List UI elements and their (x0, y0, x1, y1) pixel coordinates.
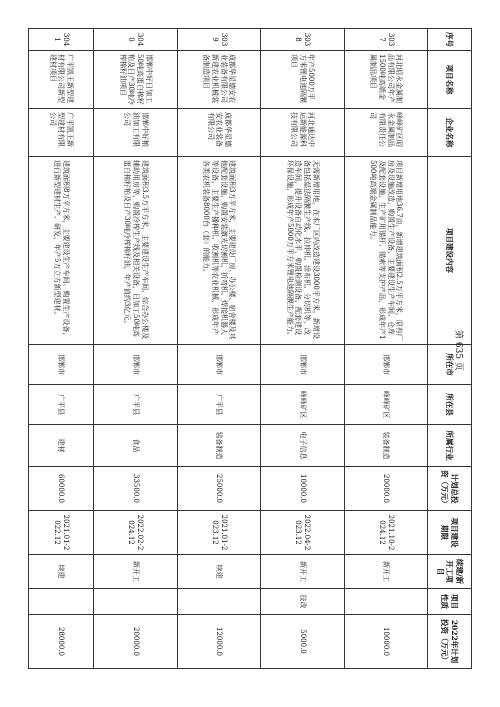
header-project-name: 项目名称 (428, 51, 472, 109)
cell-county: 广平县 (29, 385, 94, 425)
cell-construction-period: 2021.10-2024.12 (344, 511, 427, 555)
cell-total-investment: 60000.0 (29, 467, 94, 511)
cell-plan-2022: 12000.0 (177, 615, 260, 669)
header-construction-type: 续建/新开工项目 (428, 555, 472, 589)
cell-industry: 建材 (29, 425, 94, 467)
cell-content: 项目新增用地36.7亩，新增建筑面积2.5万平方米，原有厂房及设施改造，购置生产设备，主要建设生产车间、仓库及配套设施，生产矿用锚杆、锚索等支护产品，形成年产1500吨高端金属制品能力。 (344, 157, 427, 345)
cell-total-investment: 10000.0 (261, 467, 344, 511)
cell-construction-type: 新开工 (344, 555, 427, 589)
cell-city: 邯郸市 (261, 345, 344, 385)
cell-project-name: 年产5000万平方米锂电池隔膜项目 (261, 51, 344, 109)
page-number: 第 635 页 (453, 330, 463, 371)
table-row (177, 29, 260, 669)
cell-total-investment: 33500.0 (94, 467, 177, 511)
cell-content: 建筑面积3.5万平方米，主要建设生产车间、综合办公楼及辅助用房等，购置冷榨生产线及相关设备，日加工50吨高蛋白棉籽粕及日产30吨冷榨棉籽油，年产值约3亿元。 (94, 157, 177, 345)
cell-nature (29, 589, 94, 615)
cell-construction-type: 新开工 (94, 555, 177, 589)
cell-plan-2022: 5000.0 (261, 615, 344, 669)
cell-nature (94, 589, 177, 615)
project-table (28, 28, 472, 669)
cell-city: 邯郸市 (344, 345, 427, 385)
cell-project-name: 成都华星德安农业装备有限公司新建农业机械装备制造项目 (177, 51, 260, 109)
cell-project-name: 广平凯王新型建材有限公司新型建材项目 (29, 51, 94, 109)
cell-content: 建筑面积3万平方米，主要建设厂房、办公楼、宿舍楼及其他配套设施，购置安装激光切割机、折弯机、焊接机器人等设备，主要生产播种机、收割机等农业机械，形成年产各类农机装备8000台（套）的能力。 (177, 157, 260, 345)
header-city: 所在市 (428, 345, 472, 385)
cell-construction-period: 2021.01-2022.12 (29, 511, 94, 555)
cell-city: 邯郸市 (29, 345, 94, 385)
table-row (261, 29, 344, 669)
table-row (344, 29, 427, 669)
header-construction-period: 项目建设期限 (428, 511, 472, 555)
cell-city: 邯郸市 (177, 345, 260, 385)
header-total-investment: 计划总投资（万元） (428, 467, 472, 511)
cell-content: 无需新增用地，在本厂区内改造建设3000平方米，新增设备包括湿法隔膜生产线、拉伸机、涂布机、分切机等，改造车间，提升设备自动化水平，购置检测设备，配套建设环保设施，形成年产5000万平方米锂电池隔膜生产能力。 (261, 157, 344, 345)
header-county: 所在县 (428, 385, 472, 425)
cell-county: 峰峰矿区 (344, 385, 427, 425)
cell-plan-2022: 28000.0 (29, 615, 94, 669)
cell-seq: 3038 (261, 29, 344, 51)
document-page (28, 28, 472, 668)
cell-company-name: 广平凯王新型建材有限公司 (29, 109, 94, 157)
cell-construction-period: 2022.04-2023.12 (261, 511, 344, 555)
cell-company-name: 峰峰矿区昭永金属制品有限责任公司 (344, 109, 427, 157)
cell-industry: 装备制造 (177, 425, 260, 467)
cell-nature (344, 589, 427, 615)
cell-content: 建筑面积8万平方米，主要建设生产车间、购置生产设备，进行新型建材生产、研发，年产5万立方新型建材。 (29, 157, 94, 345)
cell-seq: 3040 (94, 29, 177, 51)
cell-nature (177, 589, 260, 615)
cell-company-name: 邯郸中好粮油加工有限公司 (94, 109, 177, 157)
cell-construction-type: 续建 (29, 555, 94, 589)
rotated-table-container (28, 28, 472, 668)
cell-industry: 装备制造 (344, 425, 427, 467)
header-content: 项目建设内容 (428, 157, 472, 345)
cell-seq: 3037 (344, 29, 427, 51)
header-nature: 项目性质 (428, 589, 472, 615)
table-row (29, 29, 94, 669)
cell-seq: 3039 (177, 29, 260, 51)
cell-industry: 食品 (94, 425, 177, 467)
cell-project-name: 邯郸中好日加工50吨高蛋白棉籽粕及日产30吨冷榨棉籽油项目 (94, 51, 177, 109)
cell-construction-period: 2022.02-2024.12 (94, 511, 177, 555)
header-industry: 所属行业 (428, 425, 472, 467)
cell-company-name: 河北通达中运新能源科技有限公司 (261, 109, 344, 157)
cell-plan-2022: 10000.0 (344, 615, 427, 669)
cell-construction-type: 续建 (177, 555, 260, 589)
header-seq: 序号 (428, 29, 472, 51)
cell-industry: 电子信息 (261, 425, 344, 467)
cell-seq: 3041 (29, 29, 94, 51)
cell-company-name: 成都华星德安农业装备有限公司 (177, 109, 260, 157)
cell-total-investment: 25000.0 (177, 467, 260, 511)
cell-construction-period: 2021.01-2023.12 (177, 511, 260, 555)
table-row (94, 29, 177, 669)
cell-county: 峰峰矿区 (261, 385, 344, 425)
header-plan-2022: 2022年计划投资（万元） (428, 615, 472, 669)
cell-construction-type: 新开工 (261, 555, 344, 589)
header-company-name: 企业名称 (428, 109, 472, 157)
cell-county: 广平县 (177, 385, 260, 425)
cell-city: 邯郸市 (94, 345, 177, 385)
cell-project-name: 河北昭永金属制品有限公司年产1500吨高端金属制品项目 (344, 51, 427, 109)
cell-total-investment: 20000.0 (344, 467, 427, 511)
cell-county: 广平县 (94, 385, 177, 425)
cell-nature: 技改 (261, 589, 344, 615)
cell-plan-2022: 20000.0 (94, 615, 177, 669)
